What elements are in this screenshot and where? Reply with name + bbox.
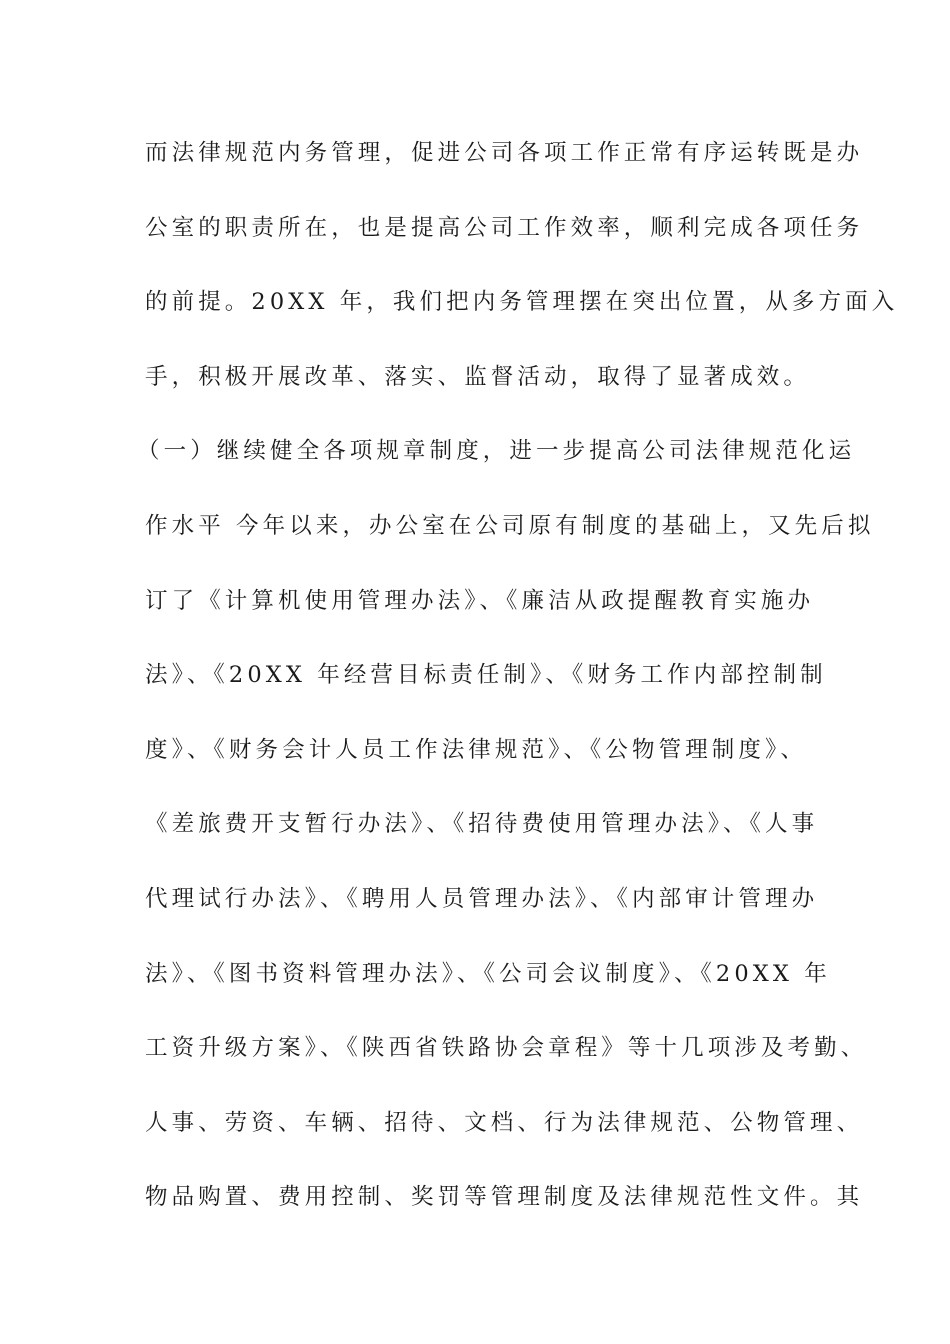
text-line: 公室的职责所在，也是提高公司工作效率，顺利完成各项任务 — [145, 214, 864, 241]
text-line: 的前提。20XX 年，我们把内务管理摆在突出位置，从多方面入 — [145, 289, 899, 316]
text-line: 而法律规范内务管理，促进公司各项工作正常有序运转既是办 — [145, 140, 864, 166]
text-line: 《差旅费开支暂行办法》、《招待费使用管理办法》、《人事 — [145, 811, 819, 838]
text-line: 法》、《20XX 年经营目标责任制》、《财务工作内部控制制 — [145, 662, 827, 689]
text-line: 物品购置、费用控制、奖罚等管理制度及法律规范性文件。其 — [145, 1184, 864, 1211]
text-line: 作水平 今年以来，办公室在公司原有制度的基础上，又先后拟 — [145, 512, 875, 539]
text-line: 人事、劳资、车辆、招待、文档、行为法律规范、公物管理、 — [145, 1109, 864, 1136]
text-line: 度》、《财务会计人员工作法律规范》、《公物管理制度》、 — [145, 736, 807, 763]
text-line: 代理试行办法》、《聘用人员管理办法》、《内部审计管理办 — [145, 885, 819, 912]
text-line: 法》、《图书资料管理办法》、《公司会议制度》、《20XX 年 — [145, 960, 831, 987]
section-heading-line: （一）继续健全各项规章制度，进一步提高公司法律规范化运 — [137, 438, 856, 465]
body-text — [137, 130, 899, 1249]
text-line: 手，积极开展改革、落实、监督活动，取得了显著成效。 — [145, 363, 811, 390]
text-line: 工资升级方案》、《陕西省铁路协会章程》等十几项涉及考勤、 — [145, 1035, 868, 1062]
text-line: 订了《计算机使用管理办法》、《廉洁从政提醒教育实施办 — [145, 587, 815, 614]
